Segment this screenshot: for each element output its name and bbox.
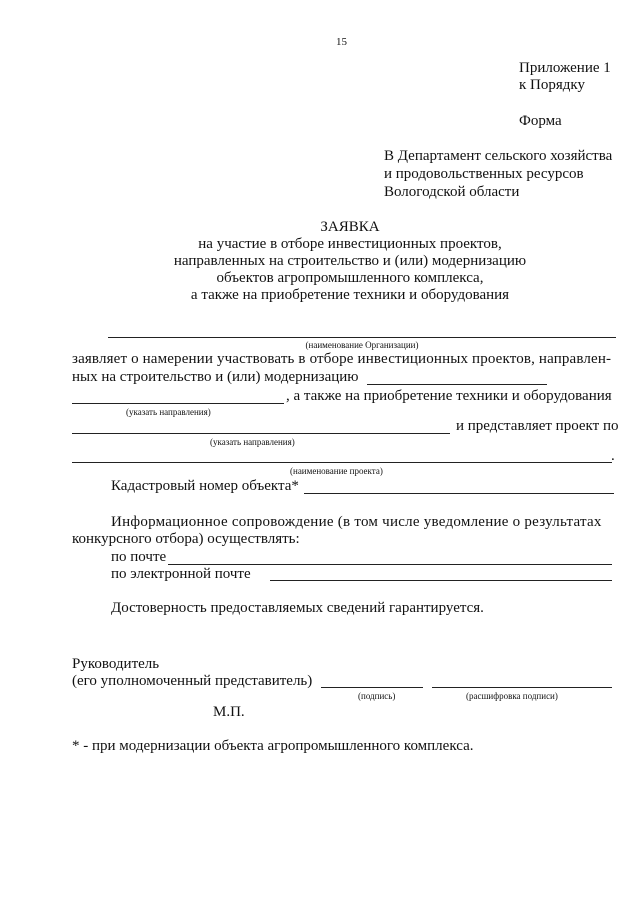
order-label: к Порядку <box>519 77 585 93</box>
info-support-line-1: Информационное сопровождение (в том числе уведомление о результатах <box>111 514 602 530</box>
info-support-line-2: конкурсного отбора) осуществлять: <box>72 531 300 547</box>
presents-project-text: и представляет проект по <box>456 418 619 434</box>
also-purchase-text: , а также на приобретение техники и оборудования <box>286 388 612 404</box>
direction-caption-1: (указать направления) <box>126 407 211 417</box>
addressee-line-3: Вологодской области <box>384 184 520 200</box>
title-line-1: на участие в отборе инвестиционных проектов, <box>198 236 502 252</box>
signature-caption: (подпись) <box>358 691 396 701</box>
organization-caption: (наименование Организации) <box>305 340 419 350</box>
title-line-3: объектов агропромышленного комплекса, <box>216 270 484 286</box>
direction-field-2[interactable] <box>72 433 450 434</box>
signature-field[interactable] <box>321 687 423 688</box>
project-caption: (наименование проекта) <box>290 466 383 476</box>
appendix-label: Приложение 1 <box>519 60 611 76</box>
signature-decode-caption: (расшифровка подписи) <box>466 691 558 701</box>
direction-caption-2: (указать направления) <box>210 437 295 447</box>
head-label: Руководитель <box>72 656 160 672</box>
declaration-line-1: заявляет о намерении участвовать в отборе инвестиционных проектов, направлен- <box>72 351 612 367</box>
stamp-place-label: М.П. <box>213 704 245 720</box>
form-label: Форма <box>519 113 562 129</box>
page-number: 15 <box>336 36 347 48</box>
guarantee-text: Достоверность предоставляемых сведений гарантируется. <box>111 600 484 616</box>
addressee-line-1: В Департамент сельского хозяйства <box>384 148 613 164</box>
project-name-field[interactable] <box>72 462 612 463</box>
declaration-line-2: ных на строительство и (или) модернизацию <box>72 369 359 385</box>
footnote: * - при модернизации объекта агропромышленного комплекса. <box>72 738 474 754</box>
project-period: . <box>611 448 615 464</box>
title-line-4: а также на приобретение техники и оборудования <box>190 287 510 303</box>
cadastral-number-field[interactable] <box>304 493 614 494</box>
direction-field-1b[interactable] <box>72 403 284 404</box>
signature-decode-field[interactable] <box>432 687 612 688</box>
addressee-line-2: и продовольственных ресурсов <box>384 166 584 182</box>
title-line-2: направленных на строительство и (или) модернизацию <box>173 253 527 269</box>
representative-label: (его уполномоченный представитель) <box>72 673 313 689</box>
email-address-field[interactable] <box>270 580 612 581</box>
organization-name-field[interactable] <box>108 337 616 338</box>
document-title: ЗАЯВКА <box>320 219 380 235</box>
by-mail-label: по почте <box>111 549 167 565</box>
direction-field-1a[interactable] <box>367 384 547 385</box>
postal-address-field[interactable] <box>168 564 612 565</box>
by-email-label: по электронной почте <box>111 566 251 582</box>
cadastral-label: Кадастровый номер объекта* <box>111 478 299 494</box>
